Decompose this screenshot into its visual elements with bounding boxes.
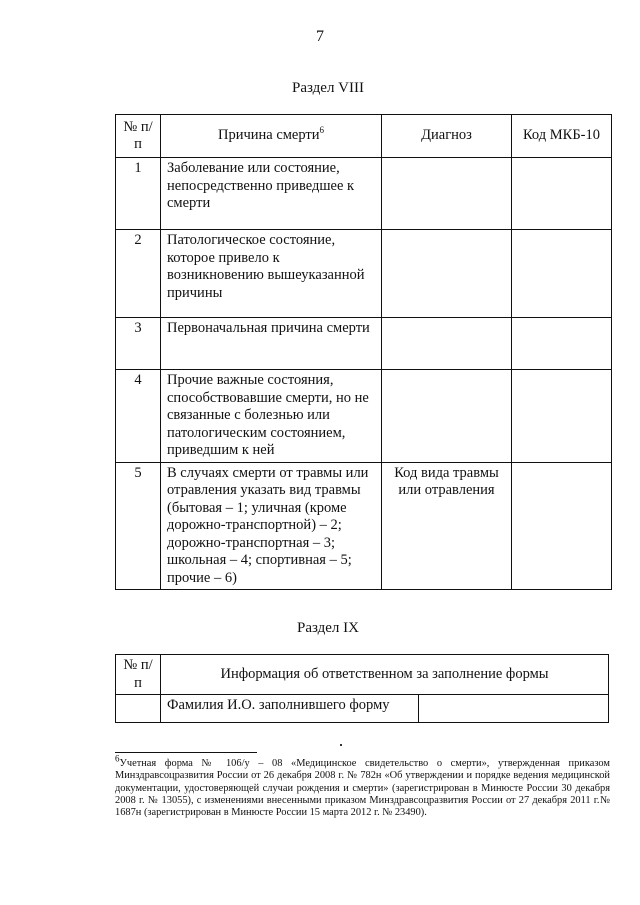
diagnosis-cell[interactable] (382, 158, 512, 230)
icd-code-cell[interactable] (512, 158, 612, 230)
table-row (116, 695, 609, 723)
diagnosis-cell[interactable] (382, 230, 512, 318)
row-num: 5 (116, 462, 161, 590)
page-number: 7 (316, 28, 324, 45)
row-num (116, 695, 161, 723)
diagnosis-cell[interactable] (382, 370, 512, 463)
header-info: Информация об ответственном за заполнение формы (161, 655, 609, 695)
header-cause (161, 115, 382, 158)
header-diagnosis: Диагноз (382, 115, 512, 158)
row-cause: В случаях смерти от травмы или отравления указать вид травмы (бытовая – 1; уличная (кроме дорожно-транспортной) – 2; дорожно-транспортная – 3; школьная – 4; спортивная – 5; прочие – 6) (161, 462, 382, 590)
footnote-ref: 6 (319, 125, 325, 136)
row-cause: Первоначальная причина смерти (161, 318, 382, 370)
icd-code-cell[interactable] (512, 462, 612, 590)
responsible-person-table (115, 654, 609, 723)
table-header-row (116, 655, 609, 695)
table-row (116, 462, 612, 590)
row-cause: Заболевание или состояние, непосредственно приведшее к смерти (161, 158, 382, 230)
stray-dot (340, 744, 342, 746)
row-num: 4 (116, 370, 161, 463)
table-row (116, 158, 612, 230)
header-cause-label: Причина смерти (217, 127, 320, 144)
row-cause: Патологическое состояние, которое привело к возникновению вышеуказанной причины (161, 230, 382, 318)
row-num: 3 (116, 318, 161, 370)
icd-code-cell[interactable] (512, 318, 612, 370)
row-num: 1 (116, 158, 161, 230)
row-num: 2 (116, 230, 161, 318)
header-num: № п/п (116, 655, 161, 695)
table-row (116, 318, 612, 370)
footnote-mark: 6 (115, 753, 120, 764)
name-value-cell[interactable] (419, 695, 609, 723)
diagnosis-cell[interactable]: Код вида травмы или отравления (382, 462, 512, 590)
section-9-title: Раздел IX (296, 620, 359, 636)
footnote (115, 753, 610, 819)
icd-code-cell[interactable] (512, 230, 612, 318)
footnote-separator (115, 752, 257, 753)
causes-of-death-table (115, 114, 612, 590)
row-cause: Прочие важные состояния, способствовавшие смерти, но не связанные с болезнью или патологическим состоянием, приведшим к ней (161, 370, 382, 463)
table-row (116, 230, 612, 318)
table-header-row (116, 115, 612, 158)
footnote-text: Учетная форма № 106/у – 08 «Медицинское свидетельство о смерти», утвержденная приказом Минздравсоцразвития России от 26 декабря 2008 г. № 782н «Об утверждении и порядке ведения медицинской документации, удостоверяющей случаи рождения и смерти» (зарегистрирован в Минюсте России 30 декабря 2008 г. № 13055), с изменениями внесенными приказом Минздравсоцразвития России от 27 декабря 2011 г.№ 1687н (зарегистрирован в Минюсте России 15 марта 2012 г. № 23490). (115, 758, 610, 819)
header-icd-code: Код МКБ-10 (512, 115, 612, 158)
header-num: № п/п (116, 115, 161, 158)
table-row (116, 370, 612, 463)
row-label: Фамилия И.О. заполнившего форму (161, 695, 419, 723)
diagnosis-cell[interactable] (382, 318, 512, 370)
icd-code-cell[interactable] (512, 370, 612, 463)
section-8-title: Раздел VIII (292, 80, 364, 96)
